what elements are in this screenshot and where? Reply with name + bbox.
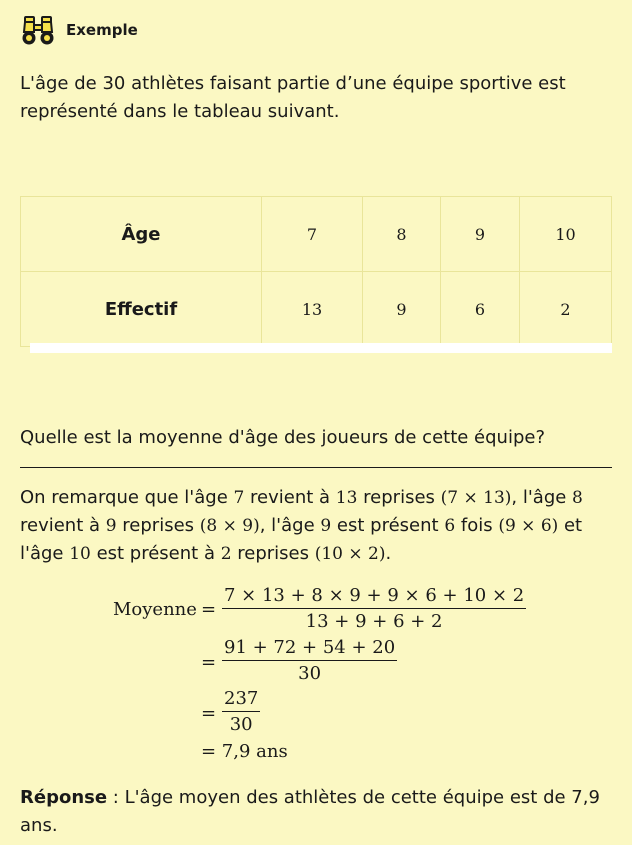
fraction-3 [222,688,260,735]
answer-paragraph [20,784,612,840]
table-row-age [21,197,612,272]
text: reprises [231,543,315,564]
text: revient à [20,515,106,536]
fraction-3-numerator: 237 [222,688,260,712]
binoculars-icon [20,14,56,46]
math: 13 [335,488,358,508]
fraction-2-numerator: 91 + 72 + 54 + 20 [222,637,397,661]
fraction-2-denominator: 30 [298,663,322,684]
table-scrollbar[interactable] [30,343,612,353]
table-cell: 9 [363,272,441,347]
math: 9 [320,516,332,536]
text: revient à [244,487,336,508]
table-cell: 9 [441,197,520,272]
math: 2 [220,544,232,564]
equals-sign: = [201,652,217,673]
example-header [20,14,138,46]
text: . [385,543,392,564]
answer-label: Réponse [20,787,108,808]
math: (8 × 9) [199,516,260,536]
fraction-2 [222,637,397,684]
text: , l'âge [511,487,573,508]
table-cell: 7 [262,197,363,272]
equals-sign: = [201,703,217,724]
text: est présent à [90,543,221,564]
example-title: Exemple [66,21,138,39]
fraction-1 [222,585,526,632]
math: 6 [444,516,456,536]
fraction-1-numerator: 7 × 13 + 8 × 9 + 9 × 6 + 10 × 2 [222,585,526,609]
table-cell: 10 [520,197,612,272]
table-cell: 8 [363,197,441,272]
answer-text: : L'âge moyen des athlètes de cette équipe est de 7,9 ans. [20,787,600,836]
row-header-age: Âge [21,197,262,272]
text: , l'âge [259,515,321,536]
fraction-3-denominator: 30 [229,714,253,735]
result-line: = 7,9 ans [201,741,288,762]
text: On remarque que l'âge [20,487,234,508]
data-table [20,196,612,347]
equals-sign: = [201,599,217,620]
text: est présent [331,515,445,536]
table-row-effectif [21,272,612,347]
text: reprises [116,515,200,536]
question-text: Quelle est la moyenne d'âge des joueurs de cette équipe? [20,427,546,448]
table-cell: 2 [520,272,612,347]
fraction-1-denominator: 13 + 9 + 6 + 2 [305,611,443,632]
solution-paragraph [20,484,612,568]
math: 10 [69,544,91,564]
math: 9 [105,516,117,536]
text: et l'âge [20,515,583,564]
text: fois [455,515,499,536]
divider [20,467,612,468]
table-cell: 13 [262,272,363,347]
row-header-effectif: Effectif [21,272,262,347]
math: (9 × 6) [498,516,559,536]
moyenne-label: Moyenne [113,599,197,620]
math: 7 [233,488,245,508]
text: reprises [357,487,441,508]
table-cell: 6 [441,272,520,347]
math: 8 [572,488,583,508]
math: (7 × 13) [440,488,512,508]
math: (10 × 2) [314,544,386,564]
intro-text: L'âge de 30 athlètes faisant partie d’une équipe sportive est représenté dans le tableau suivant. [20,73,566,122]
